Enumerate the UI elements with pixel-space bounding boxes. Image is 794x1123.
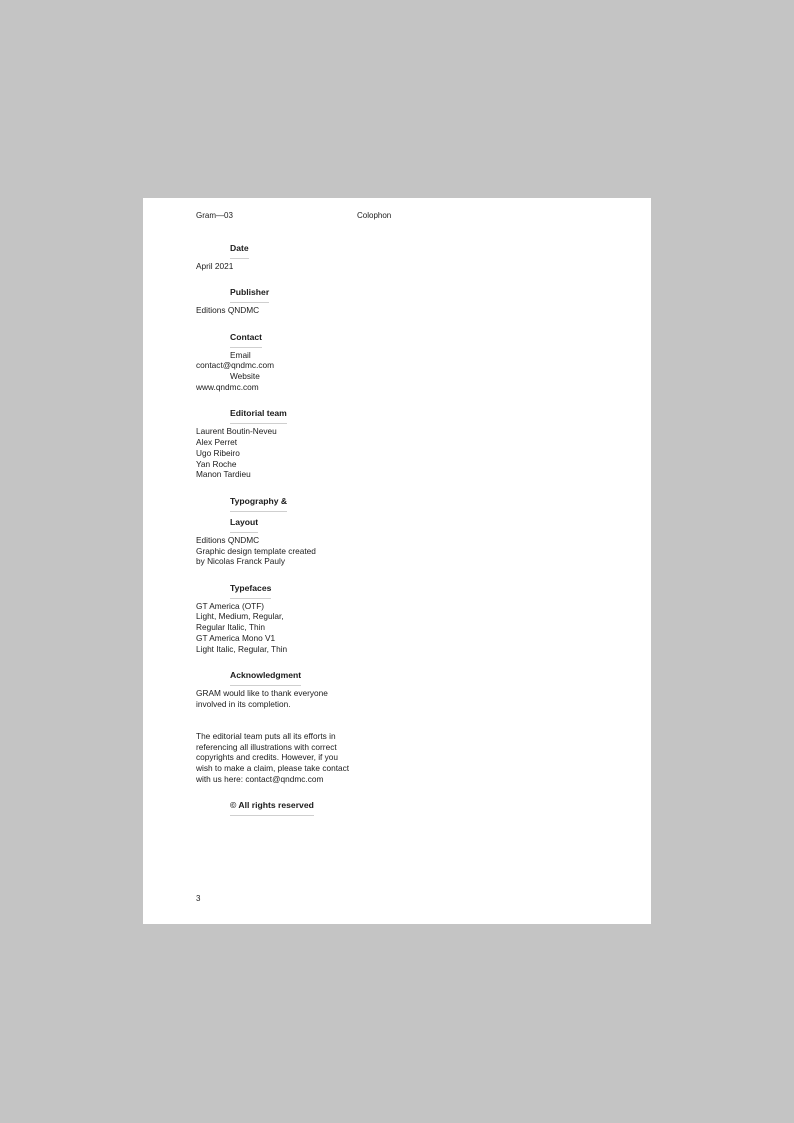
heading-typefaces: Typefaces: [230, 578, 496, 599]
typeface-line: Light Italic, Regular, Thin: [196, 643, 288, 654]
team-member: Yan Roche: [196, 458, 237, 469]
page-number: 3: [196, 894, 201, 903]
typeface-line: Light, Medium, Regular,: [196, 611, 284, 622]
credits-line: The editorial team puts all its efforts in: [196, 730, 336, 741]
typeface-line: Regular Italic, Thin: [196, 622, 266, 633]
section-title: Colophon: [357, 211, 392, 220]
team-member: Laurent Boutin-Neveu: [196, 426, 277, 437]
heading-layout: Layout: [230, 512, 496, 533]
website-label: Website: [230, 371, 260, 382]
credits-line: wish to make a claim, please take contact: [196, 763, 350, 774]
email-link[interactable]: contact@qndmc.com: [196, 360, 275, 371]
journal-issue: Gram—03: [196, 211, 233, 220]
acknowledgment-line: involved in its completion.: [196, 698, 291, 709]
typeface-line: GT America Mono V1: [196, 633, 276, 644]
website-link[interactable]: www.qndmc.com: [196, 381, 259, 392]
team-member: Ugo Ribeiro: [196, 447, 240, 458]
credits-line: with us here: contact@qndmc.com: [196, 773, 324, 784]
heading-date: Date: [230, 238, 496, 259]
publisher-text: Editions QNDMC: [196, 305, 260, 316]
heading-acknowledgment: Acknowledgment: [230, 665, 496, 686]
document-page: [143, 198, 651, 924]
acknowledgment-line: GRAM would like to thank everyone: [196, 688, 328, 699]
heading-editorial-team: Editorial team: [230, 403, 496, 424]
heading-rights: © All rights reserved: [230, 795, 496, 816]
heading-contact: Contact: [230, 327, 496, 348]
heading-typography: Typography &: [230, 491, 496, 512]
email-label: Email: [230, 349, 251, 360]
typography-line: Editions QNDMC: [196, 534, 260, 545]
colophon-body: [196, 238, 496, 816]
team-member: Alex Perret: [196, 437, 238, 448]
typeface-line: GT America (OTF): [196, 600, 265, 611]
credits-line: copyrights and credits. However, if you: [196, 752, 339, 763]
team-member: Manon Tardieu: [196, 469, 251, 480]
credits-line: referencing all illustrations with correct: [196, 741, 337, 752]
typography-line: by Nicolas Franck Pauly: [196, 556, 285, 567]
typography-line: Graphic design template created: [196, 545, 316, 556]
date-text: April 2021: [196, 261, 234, 271]
heading-publisher: Publisher: [230, 282, 496, 303]
